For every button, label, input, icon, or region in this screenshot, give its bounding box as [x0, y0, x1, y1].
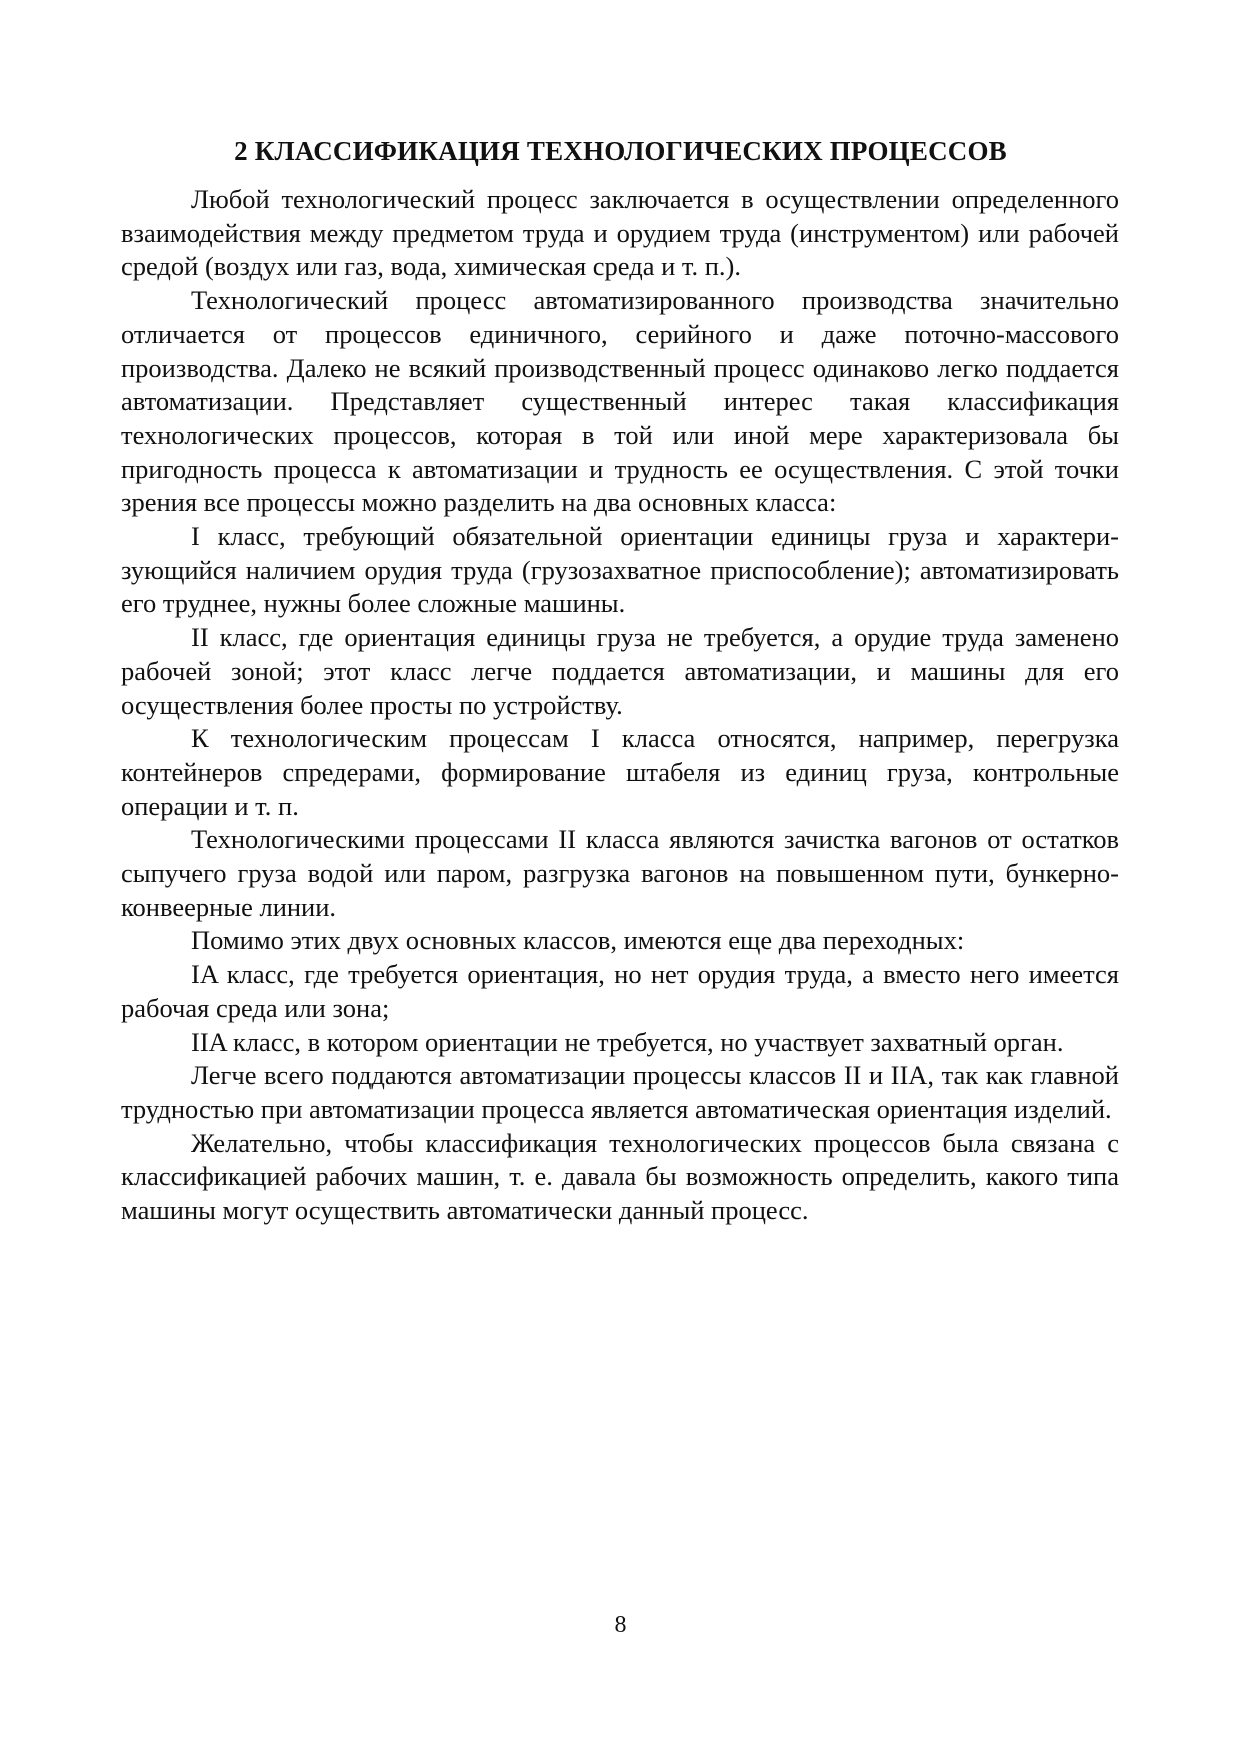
section-heading: 2 КЛАССИФИКАЦИЯ ТЕХНОЛОГИЧЕСКИХ ПРОЦЕССОВ — [234, 136, 1007, 167]
body-text — [121, 183, 1119, 1228]
paragraph: IA класс, где требуется ориентация, но нет орудия труда, а вместо него имеется рабочая среда или зона; — [121, 959, 1119, 1023]
paragraph: Технологическими процессами II класса являются зачистка вагонов от остатков сыпучего груза водой или паром, разгрузка вагонов на повышенном пути, бункерно-конвеерные линии. — [121, 824, 1119, 922]
paragraph: I класс, требующий обязательной ориентации единицы груза и характеризующийся наличием орудия труда (грузозахватное приспособление); автоматизировать его труднее, нужны более сложные машины. — [121, 521, 1119, 619]
paragraph: Помимо этих двух основных классов, имеются еще два переходных: — [191, 925, 965, 956]
page-number: 8 — [614, 1612, 627, 1638]
paragraph: Легче всего поддаются автоматизации процессы классов II и IIA, так как главной трудностью при автоматизации процесса является автоматическая ориентация изделий. — [121, 1060, 1119, 1124]
paragraph: Технологический процесс автоматизированного производства значительно отличается от процессов единичного, серийного и даже поточно-массового производства. Далеко не всякий производственный процесс одинаково легко поддается автоматизации. Представляет существенный интерес такая классификация технологических процессов, которая в той или иной мере характеризовала бы пригодность процесса к автоматизации и трудность ее осуществления. С этой точки зрения все процессы можно разделить на два основных класса: — [121, 285, 1119, 518]
paragraph: IIA класс, в котором ориентации не требуется, но участвует захватный орган. — [191, 1026, 1064, 1057]
paragraph: К технологическим процессам I класса относятся, например, перегрузка контейнеров спредерами, формирование штабеля из единиц груза, контрольные операции и т. п. — [121, 723, 1119, 821]
paragraph: Желательно, чтобы классификация технологических процессов была связана с классификацией рабочих машин, т. е. давала бы возможность определить, какого типа машины могут осуществить автоматически данный процесс. — [121, 1127, 1119, 1226]
paragraph: Любой технологический процесс заключается в осуществлении определенного взаимодействия между предметом труда и орудием труда (инструментом) или рабочей средой (воздух или газ, вода, химическая среда и т. п.). — [121, 184, 1119, 282]
paragraph: II класс, где ориентация единицы груза не требуется, а орудие труда заменено рабочей зоной; этот класс легче поддается автоматизации, и машины для его осуществления более просты по устройству. — [121, 622, 1119, 720]
